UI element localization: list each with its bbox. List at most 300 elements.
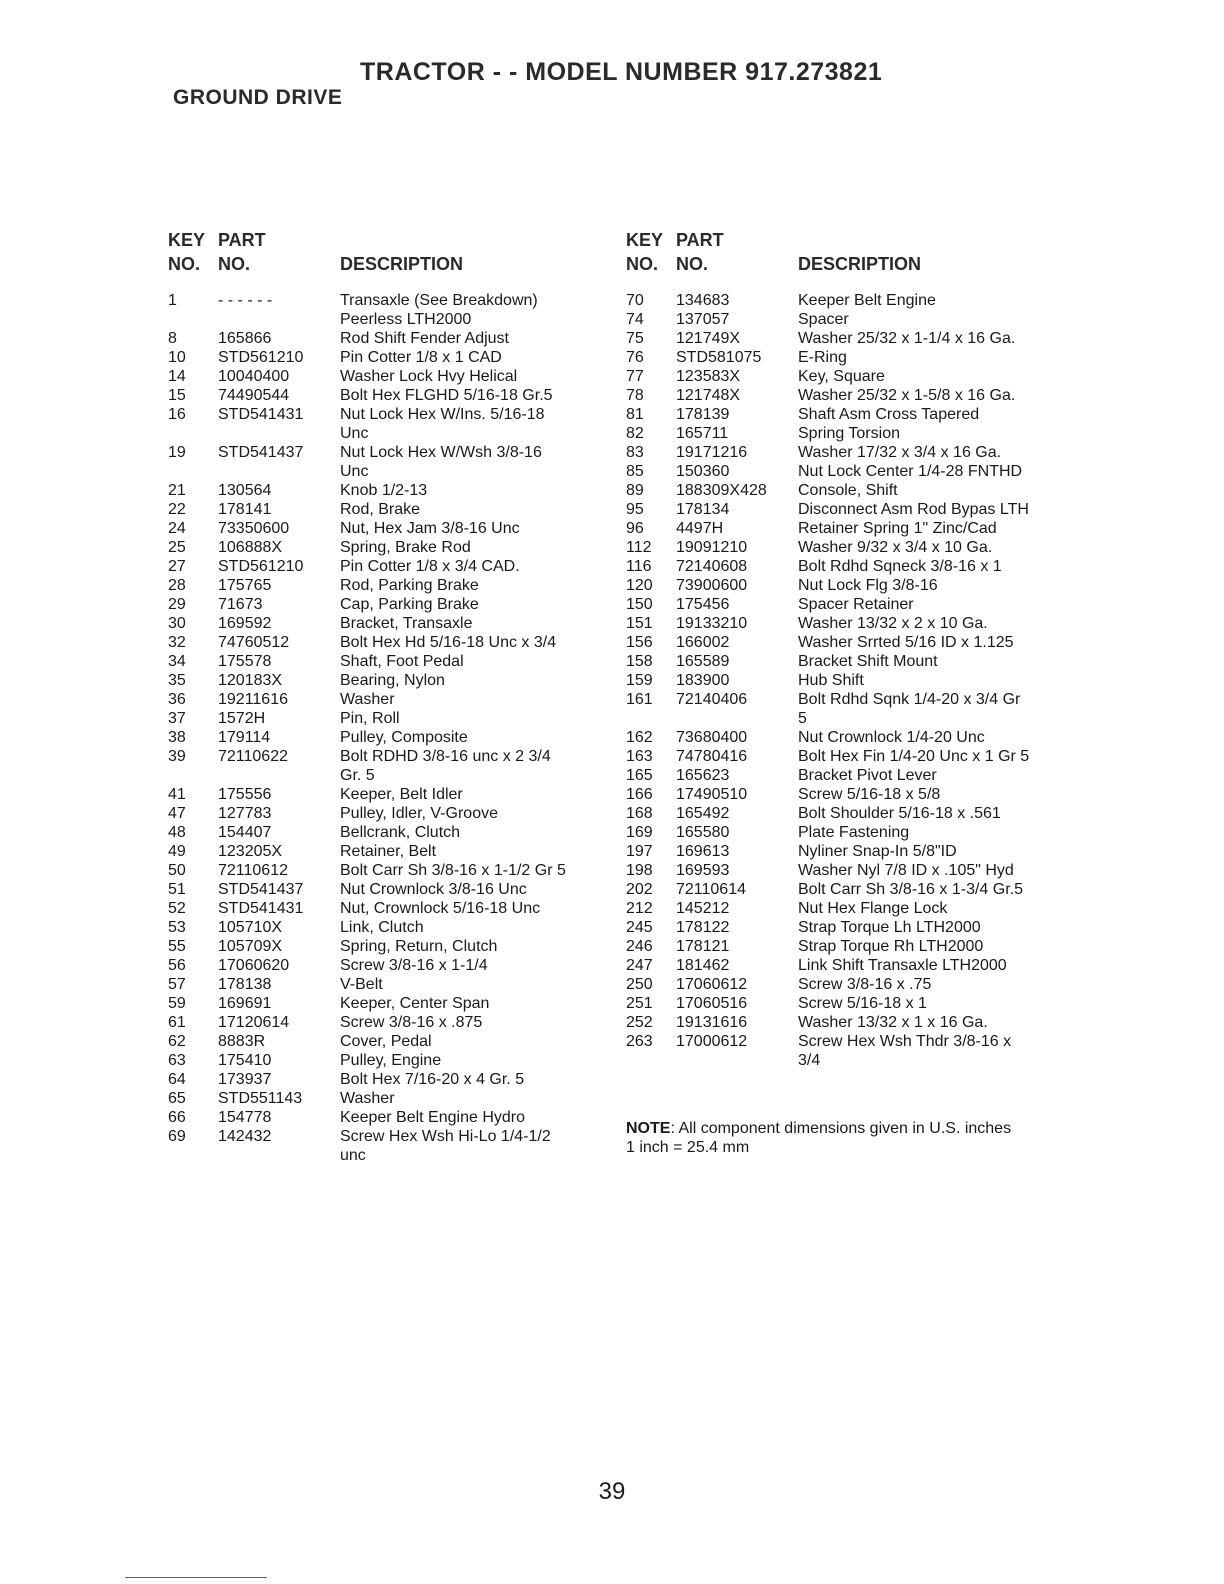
key-number: 77 bbox=[626, 368, 644, 385]
part-description: Nut Hex Flange Lock bbox=[798, 900, 948, 917]
part-row bbox=[168, 595, 608, 614]
key-number: 161 bbox=[626, 691, 653, 708]
part-description: Screw 3/8-16 x 1-1/4 bbox=[340, 957, 488, 974]
part-description: Bolt Carr Sh 3/8-16 x 1-3/4 Gr.5 bbox=[798, 881, 1023, 898]
part-row bbox=[626, 519, 1066, 538]
part-row bbox=[168, 1032, 608, 1051]
key-number: 120 bbox=[626, 577, 653, 594]
part-description: Washer 13/32 x 2 x 10 Ga. bbox=[798, 615, 988, 632]
part-row bbox=[626, 1013, 1066, 1032]
key-number: 1 bbox=[168, 292, 177, 309]
part-number: 17060620 bbox=[218, 957, 290, 974]
part-number: 178141 bbox=[218, 501, 272, 518]
parts-list-right bbox=[626, 230, 1066, 1070]
key-number: 28 bbox=[168, 577, 186, 594]
part-row bbox=[626, 481, 1066, 500]
key-number: 83 bbox=[626, 444, 644, 461]
part-row bbox=[626, 538, 1066, 557]
key-number: 56 bbox=[168, 957, 186, 974]
part-description: Keeper, Belt Idler bbox=[340, 786, 463, 803]
part-row bbox=[626, 633, 1066, 652]
part-row bbox=[168, 880, 608, 899]
part-row bbox=[168, 937, 608, 956]
key-number: 76 bbox=[626, 349, 644, 366]
part-description: V-Belt bbox=[340, 976, 383, 993]
key-number: 32 bbox=[168, 634, 186, 651]
key-number: 38 bbox=[168, 729, 186, 746]
part-number: 169592 bbox=[218, 615, 272, 632]
part-row bbox=[626, 823, 1066, 842]
part-row bbox=[168, 633, 608, 652]
key-number: 61 bbox=[168, 1014, 186, 1031]
key-number: 246 bbox=[626, 938, 653, 955]
part-header-line2: NO. bbox=[676, 254, 709, 274]
part-number: 74760512 bbox=[218, 634, 290, 651]
part-row bbox=[168, 348, 608, 367]
part-description: Screw 3/8-16 x .875 bbox=[340, 1014, 483, 1031]
key-number: 25 bbox=[168, 539, 186, 556]
part-description: Shaft, Foot Pedal bbox=[340, 653, 464, 670]
key-number: 251 bbox=[626, 995, 653, 1012]
part-number: 10040400 bbox=[218, 368, 290, 385]
key-number: 19 bbox=[168, 444, 186, 461]
key-number: 74 bbox=[626, 311, 644, 328]
part-description: Spring, Return, Clutch bbox=[340, 938, 498, 955]
part-description: Bolt Hex Hd 5/16-18 Unc x 3/4 bbox=[340, 634, 557, 651]
key-number: 168 bbox=[626, 805, 653, 822]
part-description: Bearing, Nylon bbox=[340, 672, 445, 689]
part-number: 106888X bbox=[218, 539, 283, 556]
key-number: 64 bbox=[168, 1071, 186, 1088]
key-header-line1: KEY bbox=[168, 230, 206, 250]
part-number: 169613 bbox=[676, 843, 730, 860]
part-row bbox=[168, 804, 608, 823]
key-number: 35 bbox=[168, 672, 186, 689]
part-description: Bolt Hex 7/16-20 x 4 Gr. 5 bbox=[340, 1071, 525, 1088]
part-description: Washer Lock Hvy Helical bbox=[340, 368, 518, 385]
part-row bbox=[626, 842, 1066, 861]
part-number: 74490544 bbox=[218, 387, 290, 404]
part-description: Link, Clutch bbox=[340, 919, 424, 936]
part-number: 123205X bbox=[218, 843, 283, 860]
part-row bbox=[626, 595, 1066, 614]
part-row bbox=[626, 1032, 1066, 1070]
note-label: NOTE bbox=[626, 1120, 671, 1137]
part-description: Spacer bbox=[798, 311, 849, 328]
key-number: 69 bbox=[168, 1128, 186, 1145]
key-number: 250 bbox=[626, 976, 653, 993]
part-row bbox=[626, 804, 1066, 823]
key-number: 112 bbox=[626, 539, 652, 556]
part-row bbox=[626, 785, 1066, 804]
key-number: 65 bbox=[168, 1090, 186, 1107]
column-header bbox=[168, 230, 608, 290]
part-number: 150360 bbox=[676, 463, 730, 480]
key-number: 39 bbox=[168, 748, 186, 765]
part-row bbox=[626, 500, 1066, 519]
part-number: 169691 bbox=[218, 995, 272, 1012]
part-description: Bracket Shift Mount bbox=[798, 653, 938, 670]
part-number: 178138 bbox=[218, 976, 272, 993]
part-description: Bolt Rdhd Sqneck 3/8-16 x 1 bbox=[798, 558, 1002, 575]
part-row bbox=[626, 462, 1066, 481]
part-description: Knob 1/2-13 bbox=[340, 482, 428, 499]
part-number: 72110622 bbox=[218, 748, 288, 765]
part-row bbox=[626, 766, 1066, 785]
part-description: Nut, Crownlock 5/16-18 Unc bbox=[340, 900, 541, 917]
part-row bbox=[168, 842, 608, 861]
part-number: 4497H bbox=[676, 520, 724, 537]
part-description: Bolt Hex Fin 1/4-20 Unc x 1 Gr 5 bbox=[798, 748, 1030, 765]
part-description: Hub Shift bbox=[798, 672, 864, 689]
part-description: Pin, Roll bbox=[340, 710, 400, 727]
part-row bbox=[626, 557, 1066, 576]
key-number: 41 bbox=[168, 786, 186, 803]
key-number: 59 bbox=[168, 995, 186, 1012]
part-number: 188309X428 bbox=[676, 482, 767, 499]
part-row bbox=[168, 405, 608, 443]
part-number: 145212 bbox=[676, 900, 730, 917]
key-number: 78 bbox=[626, 387, 644, 404]
part-row bbox=[626, 310, 1066, 329]
part-number: 17490510 bbox=[676, 786, 748, 803]
part-row bbox=[168, 1127, 608, 1165]
key-number: 49 bbox=[168, 843, 186, 860]
part-description: Shaft Asm Cross Tapered bbox=[798, 406, 980, 423]
part-description: Washer 17/32 x 3/4 x 16 Ga. bbox=[798, 444, 1002, 461]
part-row bbox=[168, 329, 608, 348]
part-number: 165866 bbox=[218, 330, 272, 347]
part-description: Screw 5/16-18 x 5/8 bbox=[798, 786, 941, 803]
key-number: 66 bbox=[168, 1109, 186, 1126]
part-description: Bolt Shoulder 5/16-18 x .561 bbox=[798, 805, 1001, 822]
part-description: Screw 3/8-16 x .75 bbox=[798, 976, 932, 993]
part-row bbox=[626, 899, 1066, 918]
part-row bbox=[626, 861, 1066, 880]
part-row bbox=[626, 367, 1066, 386]
part-row bbox=[168, 519, 608, 538]
part-number: STD541431 bbox=[218, 406, 304, 423]
part-number: 17060516 bbox=[676, 995, 748, 1012]
part-row bbox=[168, 386, 608, 405]
part-description: Washer bbox=[340, 1090, 395, 1107]
part-number: 105709X bbox=[218, 938, 283, 955]
part-description: Bellcrank, Clutch bbox=[340, 824, 461, 841]
part-row bbox=[168, 538, 608, 557]
part-row bbox=[168, 576, 608, 595]
part-row bbox=[626, 424, 1066, 443]
section-title: GROUND DRIVE bbox=[173, 86, 343, 109]
part-row bbox=[168, 481, 608, 500]
part-row bbox=[168, 1089, 608, 1108]
part-description: Washer Srrted 5/16 ID x 1.125 bbox=[798, 634, 1014, 651]
key-number: 202 bbox=[626, 881, 653, 898]
part-number: 17060612 bbox=[676, 976, 748, 993]
part-row bbox=[168, 975, 608, 994]
part-number: 105710X bbox=[218, 919, 283, 936]
part-number: 72140406 bbox=[676, 691, 748, 708]
part-description: Nut Lock Hex W/Ins. 5/16-18 Unc bbox=[340, 406, 545, 442]
key-number: 24 bbox=[168, 520, 186, 537]
part-description: Spring Torsion bbox=[798, 425, 900, 442]
part-description: Retainer, Belt bbox=[340, 843, 437, 860]
part-description: E-Ring bbox=[798, 349, 847, 366]
part-description: Bolt Rdhd Sqnk 1/4-20 x 3/4 Gr 5 bbox=[798, 691, 1021, 727]
page-title: TRACTOR - - MODEL NUMBER 917.273821 bbox=[360, 58, 883, 86]
part-description: Nut, Hex Jam 3/8-16 Unc bbox=[340, 520, 520, 537]
part-row bbox=[168, 614, 608, 633]
part-number: 120183X bbox=[218, 672, 283, 689]
key-number: 30 bbox=[168, 615, 186, 632]
part-description: Pulley, Engine bbox=[340, 1052, 442, 1069]
part-row bbox=[626, 348, 1066, 367]
key-number: 81 bbox=[626, 406, 644, 423]
part-number: 175456 bbox=[676, 596, 730, 613]
part-description: Cover, Pedal bbox=[340, 1033, 432, 1050]
part-number: 175578 bbox=[218, 653, 272, 670]
part-row bbox=[626, 291, 1066, 310]
part-row bbox=[626, 576, 1066, 595]
part-row bbox=[626, 994, 1066, 1013]
key-number: 247 bbox=[626, 957, 653, 974]
key-number: 70 bbox=[626, 292, 644, 309]
key-number: 22 bbox=[168, 501, 186, 518]
part-header-line1: PART bbox=[676, 230, 724, 250]
part-description: Rod, Parking Brake bbox=[340, 577, 479, 594]
key-number: 159 bbox=[626, 672, 653, 689]
key-number: 21 bbox=[168, 482, 186, 499]
part-number: 123583X bbox=[676, 368, 741, 385]
part-row bbox=[168, 747, 608, 785]
part-number: 173937 bbox=[218, 1071, 272, 1088]
key-number: 16 bbox=[168, 406, 186, 423]
part-description: Keeper, Center Span bbox=[340, 995, 490, 1012]
part-number: 121749X bbox=[676, 330, 741, 347]
key-number: 158 bbox=[626, 653, 653, 670]
page-number: 39 bbox=[598, 1478, 626, 1505]
part-row bbox=[168, 1108, 608, 1127]
column-header bbox=[626, 230, 1066, 290]
part-number: 178134 bbox=[676, 501, 730, 518]
part-header-line1: PART bbox=[218, 230, 266, 250]
part-description: Nut Lock Hex W/Wsh 3/8-16 Unc bbox=[340, 444, 542, 480]
part-header-line2: NO. bbox=[218, 254, 251, 274]
part-number: 165589 bbox=[676, 653, 730, 670]
part-number: 183900 bbox=[676, 672, 730, 689]
part-row bbox=[168, 652, 608, 671]
part-number: 72110614 bbox=[676, 881, 746, 898]
part-number: STD541431 bbox=[218, 900, 304, 917]
part-number: 19091210 bbox=[676, 539, 748, 556]
part-number: 73900600 bbox=[676, 577, 748, 594]
key-number: 62 bbox=[168, 1033, 186, 1050]
part-number: 17000612 bbox=[676, 1033, 748, 1050]
key-number: 212 bbox=[626, 900, 653, 917]
key-number: 82 bbox=[626, 425, 644, 442]
part-description: Nut Lock Flg 3/8-16 bbox=[798, 577, 938, 594]
part-number: 19171216 bbox=[676, 444, 748, 461]
part-number: STD541437 bbox=[218, 881, 304, 898]
key-number: 36 bbox=[168, 691, 186, 708]
part-description: Pulley, Composite bbox=[340, 729, 468, 746]
part-description: Bracket, Transaxle bbox=[340, 615, 473, 632]
part-number: - - - - - - bbox=[218, 292, 273, 309]
part-description: Pulley, Idler, V-Groove bbox=[340, 805, 498, 822]
part-description: Screw 5/16-18 x 1 bbox=[798, 995, 927, 1012]
key-header-line2: NO. bbox=[168, 254, 201, 274]
part-number: 178139 bbox=[676, 406, 730, 423]
part-number: 165492 bbox=[676, 805, 730, 822]
part-description: Keeper Belt Engine bbox=[798, 292, 936, 309]
part-row bbox=[168, 443, 608, 481]
part-description: Washer 25/32 x 1-5/8 x 16 Ga. bbox=[798, 387, 1016, 404]
part-row bbox=[626, 728, 1066, 747]
part-number: 134683 bbox=[676, 292, 730, 309]
key-header-line1: KEY bbox=[626, 230, 664, 250]
key-number: 263 bbox=[626, 1033, 653, 1050]
key-number: 151 bbox=[626, 615, 653, 632]
key-number: 10 bbox=[168, 349, 186, 366]
dimensions-note bbox=[626, 1119, 1086, 1157]
part-number: 19211616 bbox=[218, 691, 288, 708]
part-number: STD551143 bbox=[218, 1090, 303, 1107]
part-number: 165580 bbox=[676, 824, 730, 841]
description-header: DESCRIPTION bbox=[798, 254, 922, 274]
footer-divider bbox=[125, 1577, 267, 1578]
part-number: STD581075 bbox=[676, 349, 762, 366]
key-number: 150 bbox=[626, 596, 653, 613]
part-number: 165711 bbox=[676, 425, 729, 442]
part-number: STD541437 bbox=[218, 444, 304, 461]
part-description: Link Shift Transaxle LTH2000 bbox=[798, 957, 1007, 974]
part-description: Key, Square bbox=[798, 368, 885, 385]
part-description: Nut Crownlock 3/8-16 Unc bbox=[340, 881, 527, 898]
part-row bbox=[626, 880, 1066, 899]
part-number: 175556 bbox=[218, 786, 272, 803]
part-number: 73350600 bbox=[218, 520, 290, 537]
part-description: Strap Torque Lh LTH2000 bbox=[798, 919, 981, 936]
part-description: Transaxle (See Breakdown) Peerless LTH2000 bbox=[340, 292, 538, 328]
part-row bbox=[626, 747, 1066, 766]
key-number: 85 bbox=[626, 463, 644, 480]
part-row bbox=[168, 1070, 608, 1089]
key-number: 245 bbox=[626, 919, 653, 936]
key-number: 156 bbox=[626, 634, 653, 651]
part-row bbox=[168, 899, 608, 918]
part-description: Keeper Belt Engine Hydro bbox=[340, 1109, 525, 1126]
key-number: 197 bbox=[626, 843, 653, 860]
key-number: 47 bbox=[168, 805, 186, 822]
part-row bbox=[626, 690, 1066, 728]
part-number: 179114 bbox=[218, 729, 271, 746]
key-number: 48 bbox=[168, 824, 186, 841]
part-description: Spacer Retainer bbox=[798, 596, 914, 613]
part-number: STD561210 bbox=[218, 349, 304, 366]
note-text: : All component dimensions given in U.S. inches bbox=[670, 1120, 1012, 1137]
key-number: 252 bbox=[626, 1014, 653, 1031]
part-number: 72110612 bbox=[218, 862, 288, 879]
part-description: Rod Shift Fender Adjust bbox=[340, 330, 509, 347]
part-description: Nut Crownlock 1/4-20 Unc bbox=[798, 729, 985, 746]
part-row bbox=[626, 975, 1066, 994]
part-row bbox=[626, 956, 1066, 975]
part-row bbox=[626, 386, 1066, 405]
part-row bbox=[168, 671, 608, 690]
part-row bbox=[168, 690, 608, 709]
part-number: 19131616 bbox=[676, 1014, 748, 1031]
key-number: 63 bbox=[168, 1052, 186, 1069]
part-number: 154778 bbox=[218, 1109, 272, 1126]
part-number: STD561210 bbox=[218, 558, 304, 575]
description-header: DESCRIPTION bbox=[340, 254, 464, 274]
part-description: Rod, Brake bbox=[340, 501, 421, 518]
key-number: 165 bbox=[626, 767, 653, 784]
part-description: Disconnect Asm Rod Bypas LTH bbox=[798, 501, 1029, 518]
key-number: 55 bbox=[168, 938, 186, 955]
part-number: 175410 bbox=[218, 1052, 272, 1069]
part-description: Pin Cotter 1/8 x 3/4 CAD. bbox=[340, 558, 520, 575]
parts-rows-left bbox=[168, 291, 608, 1165]
key-number: 57 bbox=[168, 976, 186, 993]
part-row bbox=[168, 956, 608, 975]
part-number: 127783 bbox=[218, 805, 272, 822]
part-row bbox=[168, 1013, 608, 1032]
part-description: Washer 9/32 x 3/4 x 10 Ga. bbox=[798, 539, 993, 556]
part-row bbox=[168, 500, 608, 519]
part-row bbox=[626, 918, 1066, 937]
parts-rows-right bbox=[626, 291, 1066, 1070]
key-number: 52 bbox=[168, 900, 186, 917]
part-description: Washer 13/32 x 1 x 16 Ga. bbox=[798, 1014, 988, 1031]
part-row bbox=[168, 823, 608, 842]
part-row bbox=[168, 367, 608, 386]
part-number: 178122 bbox=[676, 919, 730, 936]
part-row bbox=[626, 329, 1066, 348]
part-number: 8883R bbox=[218, 1033, 266, 1050]
part-row bbox=[168, 785, 608, 804]
part-description: Bolt Carr Sh 3/8-16 x 1-1/2 Gr 5 bbox=[340, 862, 566, 879]
part-number: 142432 bbox=[218, 1128, 272, 1145]
part-number: 17120614 bbox=[218, 1014, 290, 1031]
part-description: Spring, Brake Rod bbox=[340, 539, 471, 556]
part-number: 121748X bbox=[676, 387, 741, 404]
part-description: Console, Shift bbox=[798, 482, 898, 499]
part-number: 169593 bbox=[676, 862, 730, 879]
key-number: 75 bbox=[626, 330, 644, 347]
part-number: 154407 bbox=[218, 824, 272, 841]
key-number: 50 bbox=[168, 862, 186, 879]
key-header-line2: NO. bbox=[626, 254, 659, 274]
part-row bbox=[168, 994, 608, 1013]
key-number: 95 bbox=[626, 501, 644, 518]
key-number: 89 bbox=[626, 482, 644, 499]
part-description: Cap, Parking Brake bbox=[340, 596, 479, 613]
part-description: Washer Nyl 7/8 ID x .105" Hyd bbox=[798, 862, 1014, 879]
part-description: Nyliner Snap-In 5/8"ID bbox=[798, 843, 957, 860]
part-row bbox=[168, 861, 608, 880]
part-number: 1572H bbox=[218, 710, 266, 727]
part-row bbox=[168, 728, 608, 747]
key-number: 162 bbox=[626, 729, 653, 746]
part-number: 19133210 bbox=[676, 615, 748, 632]
key-number: 169 bbox=[626, 824, 653, 841]
part-description: Bracket Pivot Lever bbox=[798, 767, 937, 784]
part-number: 72140608 bbox=[676, 558, 748, 575]
key-number: 166 bbox=[626, 786, 653, 803]
part-number: 74780416 bbox=[676, 748, 748, 765]
key-number: 53 bbox=[168, 919, 186, 936]
part-description: Retainer Spring 1" Zinc/Cad bbox=[798, 520, 997, 537]
